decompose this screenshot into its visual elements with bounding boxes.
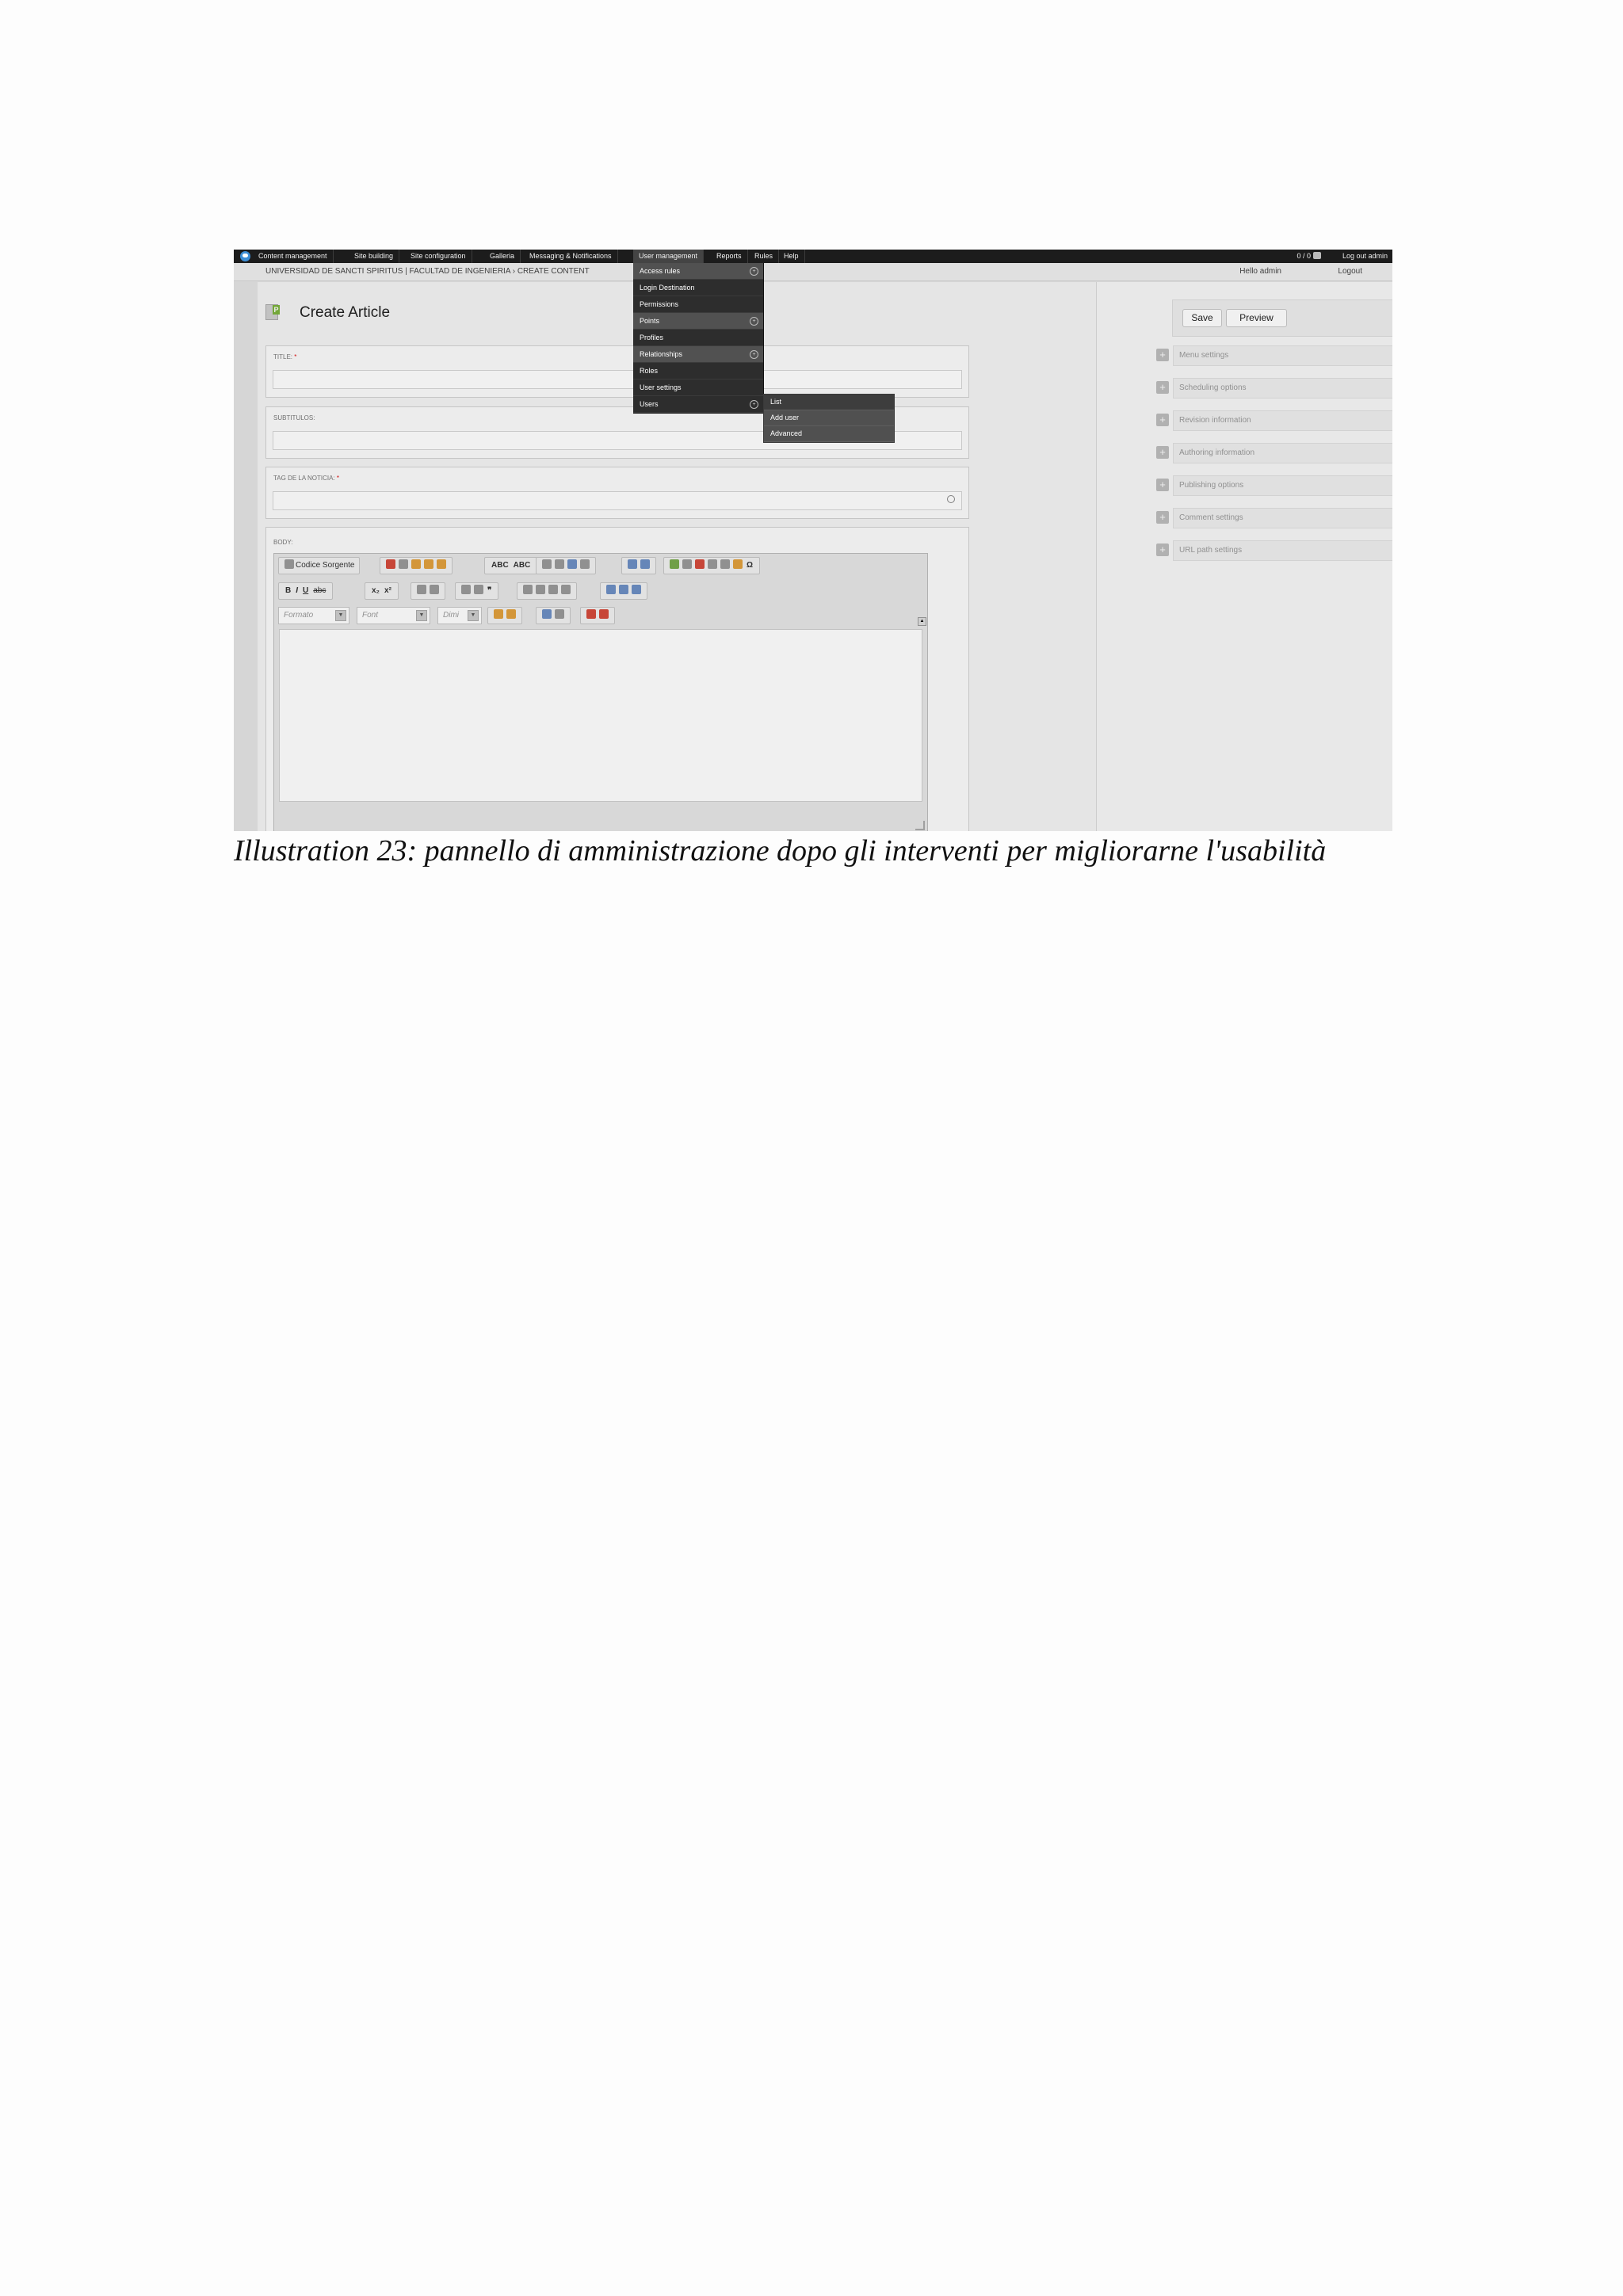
special-char-icon: Ω xyxy=(747,561,754,570)
source-button[interactable]: Codice Sorgente xyxy=(278,557,360,574)
preview-button[interactable]: Preview xyxy=(1226,309,1287,327)
submenu-arrow-icon: + xyxy=(750,267,758,276)
blockquote-icon: ❞ xyxy=(487,586,492,595)
bulleted-list-icon xyxy=(430,585,439,594)
numbered-list-icon xyxy=(417,585,426,594)
users-submenu xyxy=(763,394,895,443)
submenu-arrow-icon: + xyxy=(750,350,758,359)
menu-help[interactable]: Help xyxy=(778,250,805,263)
menu-messaging-notifications[interactable]: Messaging & Notifications xyxy=(524,250,618,263)
source-icon xyxy=(285,559,294,569)
flash-icon xyxy=(682,559,692,569)
figure-caption: Illustration 23: pannello di amministrazione dopo gli interventi per migliorarne l'usabilità xyxy=(234,834,1327,868)
expand-icon: + xyxy=(1156,511,1169,524)
maximize-icon xyxy=(542,609,552,619)
expand-icon: + xyxy=(1156,381,1169,394)
align-left-icon xyxy=(523,585,533,594)
align-right-icon xyxy=(548,585,558,594)
title-input[interactable] xyxy=(273,370,962,389)
list-toolbar[interactable] xyxy=(411,582,445,600)
tag-label: TAG DE LA NOTICIA: * xyxy=(273,475,340,482)
replace-icon xyxy=(580,559,590,569)
spellcheck-icon: ABC xyxy=(491,561,509,570)
dropdown-item-points[interactable]: Points + xyxy=(633,313,763,330)
submenu-arrow-icon: + xyxy=(750,317,758,326)
section-menu-settings[interactable]: + Menu settings xyxy=(1156,345,1392,364)
dropdown-item-profiles[interactable]: Profiles xyxy=(633,330,763,346)
chevron-down-icon: ▼ xyxy=(416,610,427,621)
script-toolbar[interactable] xyxy=(365,582,399,600)
drupal-logo-icon[interactable] xyxy=(240,251,250,261)
section-authoring-information[interactable]: + Authoring information xyxy=(1156,443,1392,462)
subscript-icon: x₂ xyxy=(372,586,380,595)
redo-icon xyxy=(555,559,564,569)
remove-format-icon xyxy=(640,559,650,569)
justify-icon xyxy=(561,585,571,594)
submenu-item-advanced[interactable]: Advanced xyxy=(764,426,894,442)
cut-icon xyxy=(386,559,395,569)
spellcheck-as-you-type-icon: ABC xyxy=(513,561,531,570)
node-sidebar xyxy=(1096,282,1392,831)
logout-link[interactable]: Logout xyxy=(1338,267,1362,276)
section-publishing-options[interactable]: + Publishing options xyxy=(1156,475,1392,494)
section-url-path-settings[interactable]: + URL path settings xyxy=(1156,540,1392,559)
text-color-icon xyxy=(494,609,503,619)
rich-text-editor xyxy=(273,553,928,831)
strike-icon: abc xyxy=(313,586,327,595)
expand-icon: + xyxy=(1156,349,1169,361)
section-comment-settings[interactable]: + Comment settings xyxy=(1156,508,1392,527)
smiley-icon xyxy=(720,559,730,569)
page-title: Create Article xyxy=(300,304,391,321)
menu-content-management[interactable]: Content management xyxy=(253,250,334,263)
undo-find-toolbar[interactable] xyxy=(536,557,596,574)
dropdown-item-users[interactable]: Users + xyxy=(633,396,763,413)
underline-icon: U xyxy=(303,586,309,595)
logout-admin-link[interactable]: Log out admin xyxy=(1342,252,1388,260)
title-label: TITLE: * xyxy=(273,353,297,360)
size-select[interactable]: Dimi ▼ xyxy=(437,607,482,624)
users-counter-text: 0 / 0 xyxy=(1296,252,1311,260)
admin-menu-bar xyxy=(234,250,1392,263)
expand-icon: + xyxy=(1156,543,1169,556)
background-color-icon xyxy=(506,609,516,619)
breadcrumb[interactable]: UNIVERSIDAD DE SANCTI SPIRITUS | FACULTAD DE INGENIERIA › CREATE CONTENT xyxy=(265,267,590,276)
chevron-down-icon: ▼ xyxy=(468,610,479,621)
dropdown-item-relationships[interactable]: Relationships + xyxy=(633,346,763,363)
user-management-dropdown xyxy=(633,263,764,414)
submenu-item-add-user[interactable]: Add user xyxy=(764,410,894,426)
users-counter[interactable] xyxy=(1296,250,1321,263)
indent-toolbar[interactable] xyxy=(455,582,498,600)
align-center-icon xyxy=(536,585,545,594)
paste-text-icon xyxy=(424,559,433,569)
menu-site-configuration[interactable]: Site configuration xyxy=(405,250,472,263)
autocomplete-icon xyxy=(947,495,955,503)
dropdown-item-roles[interactable]: Roles xyxy=(633,363,763,379)
copy-icon xyxy=(399,559,408,569)
paste-icon xyxy=(411,559,421,569)
teaser-break-icon xyxy=(586,609,596,619)
tag-input[interactable] xyxy=(273,491,962,510)
indent-icon xyxy=(474,585,483,594)
page-break-icon xyxy=(733,559,743,569)
actions-box xyxy=(1172,299,1392,337)
color-toolbar[interactable] xyxy=(487,607,522,624)
section-scheduling-options[interactable]: + Scheduling options xyxy=(1156,378,1392,397)
select-all-icon xyxy=(628,559,637,569)
superscript-icon: x² xyxy=(384,586,391,595)
align-toolbar[interactable] xyxy=(517,582,577,600)
italic-icon: I xyxy=(296,586,299,595)
submenu-item-list[interactable]: List xyxy=(764,395,894,410)
save-button[interactable]: Save xyxy=(1182,309,1222,327)
dropdown-item-permissions[interactable]: Permissions xyxy=(633,296,763,313)
site-header xyxy=(234,263,1392,281)
editor-text-area[interactable] xyxy=(279,629,922,802)
link-icon xyxy=(606,585,616,594)
paste-word-icon xyxy=(437,559,446,569)
collapse-toolbar-icon[interactable]: ▲ xyxy=(918,617,926,626)
insert-toolbar[interactable] xyxy=(663,557,760,574)
chevron-down-icon: ▼ xyxy=(335,610,346,621)
font-select[interactable]: Font ▼ xyxy=(357,607,430,624)
table-icon xyxy=(695,559,705,569)
body-label: BODY: xyxy=(273,539,293,546)
basic-styles-toolbar[interactable] xyxy=(278,582,333,600)
undo-icon xyxy=(542,559,552,569)
expand-icon: + xyxy=(1156,479,1169,491)
link-toolbar[interactable] xyxy=(600,582,647,600)
menu-site-building[interactable]: Site building xyxy=(349,250,399,263)
dropdown-item-user-settings[interactable]: User settings xyxy=(633,379,763,396)
clipboard-toolbar[interactable] xyxy=(380,557,453,574)
title-field xyxy=(265,345,969,398)
format-select[interactable]: Formato ▼ xyxy=(278,607,349,624)
anchor-icon xyxy=(632,585,641,594)
body-field xyxy=(265,527,969,831)
expand-icon: + xyxy=(1156,414,1169,426)
tag-field xyxy=(265,467,969,519)
hello-user-link[interactable]: Hello admin xyxy=(1239,267,1281,276)
find-icon xyxy=(567,559,577,569)
show-blocks-icon xyxy=(555,609,564,619)
outdent-icon xyxy=(461,585,471,594)
page-break-drupal-icon xyxy=(599,609,609,619)
admin-screenshot xyxy=(234,250,1392,831)
subtitle-label: SUBTITULOS: xyxy=(273,414,315,421)
content-type-icon: P xyxy=(265,302,281,319)
users-icon xyxy=(1313,252,1321,259)
break-toolbar[interactable] xyxy=(580,607,615,624)
tools-toolbar[interactable] xyxy=(536,607,571,624)
expand-icon: + xyxy=(1156,446,1169,459)
bold-icon: B xyxy=(285,586,292,595)
resize-handle-icon[interactable] xyxy=(915,821,925,830)
dropdown-item-login-destination[interactable]: Login Destination xyxy=(633,280,763,296)
menu-reports[interactable]: Reports xyxy=(711,250,748,263)
menu-user-management[interactable]: User management xyxy=(633,250,704,263)
image-icon xyxy=(670,559,679,569)
menu-rules[interactable]: Rules xyxy=(749,250,779,263)
select-toolbar[interactable] xyxy=(621,557,656,574)
section-revision-information[interactable]: + Revision information xyxy=(1156,410,1392,429)
submenu-arrow-icon: + xyxy=(750,400,758,409)
dropdown-item-access-rules[interactable]: Access rules + xyxy=(633,263,763,280)
menu-galleria[interactable]: Galleria xyxy=(484,250,521,263)
spellcheck-toolbar[interactable] xyxy=(484,557,537,574)
horizontal-rule-icon xyxy=(708,559,717,569)
unlink-icon xyxy=(619,585,628,594)
